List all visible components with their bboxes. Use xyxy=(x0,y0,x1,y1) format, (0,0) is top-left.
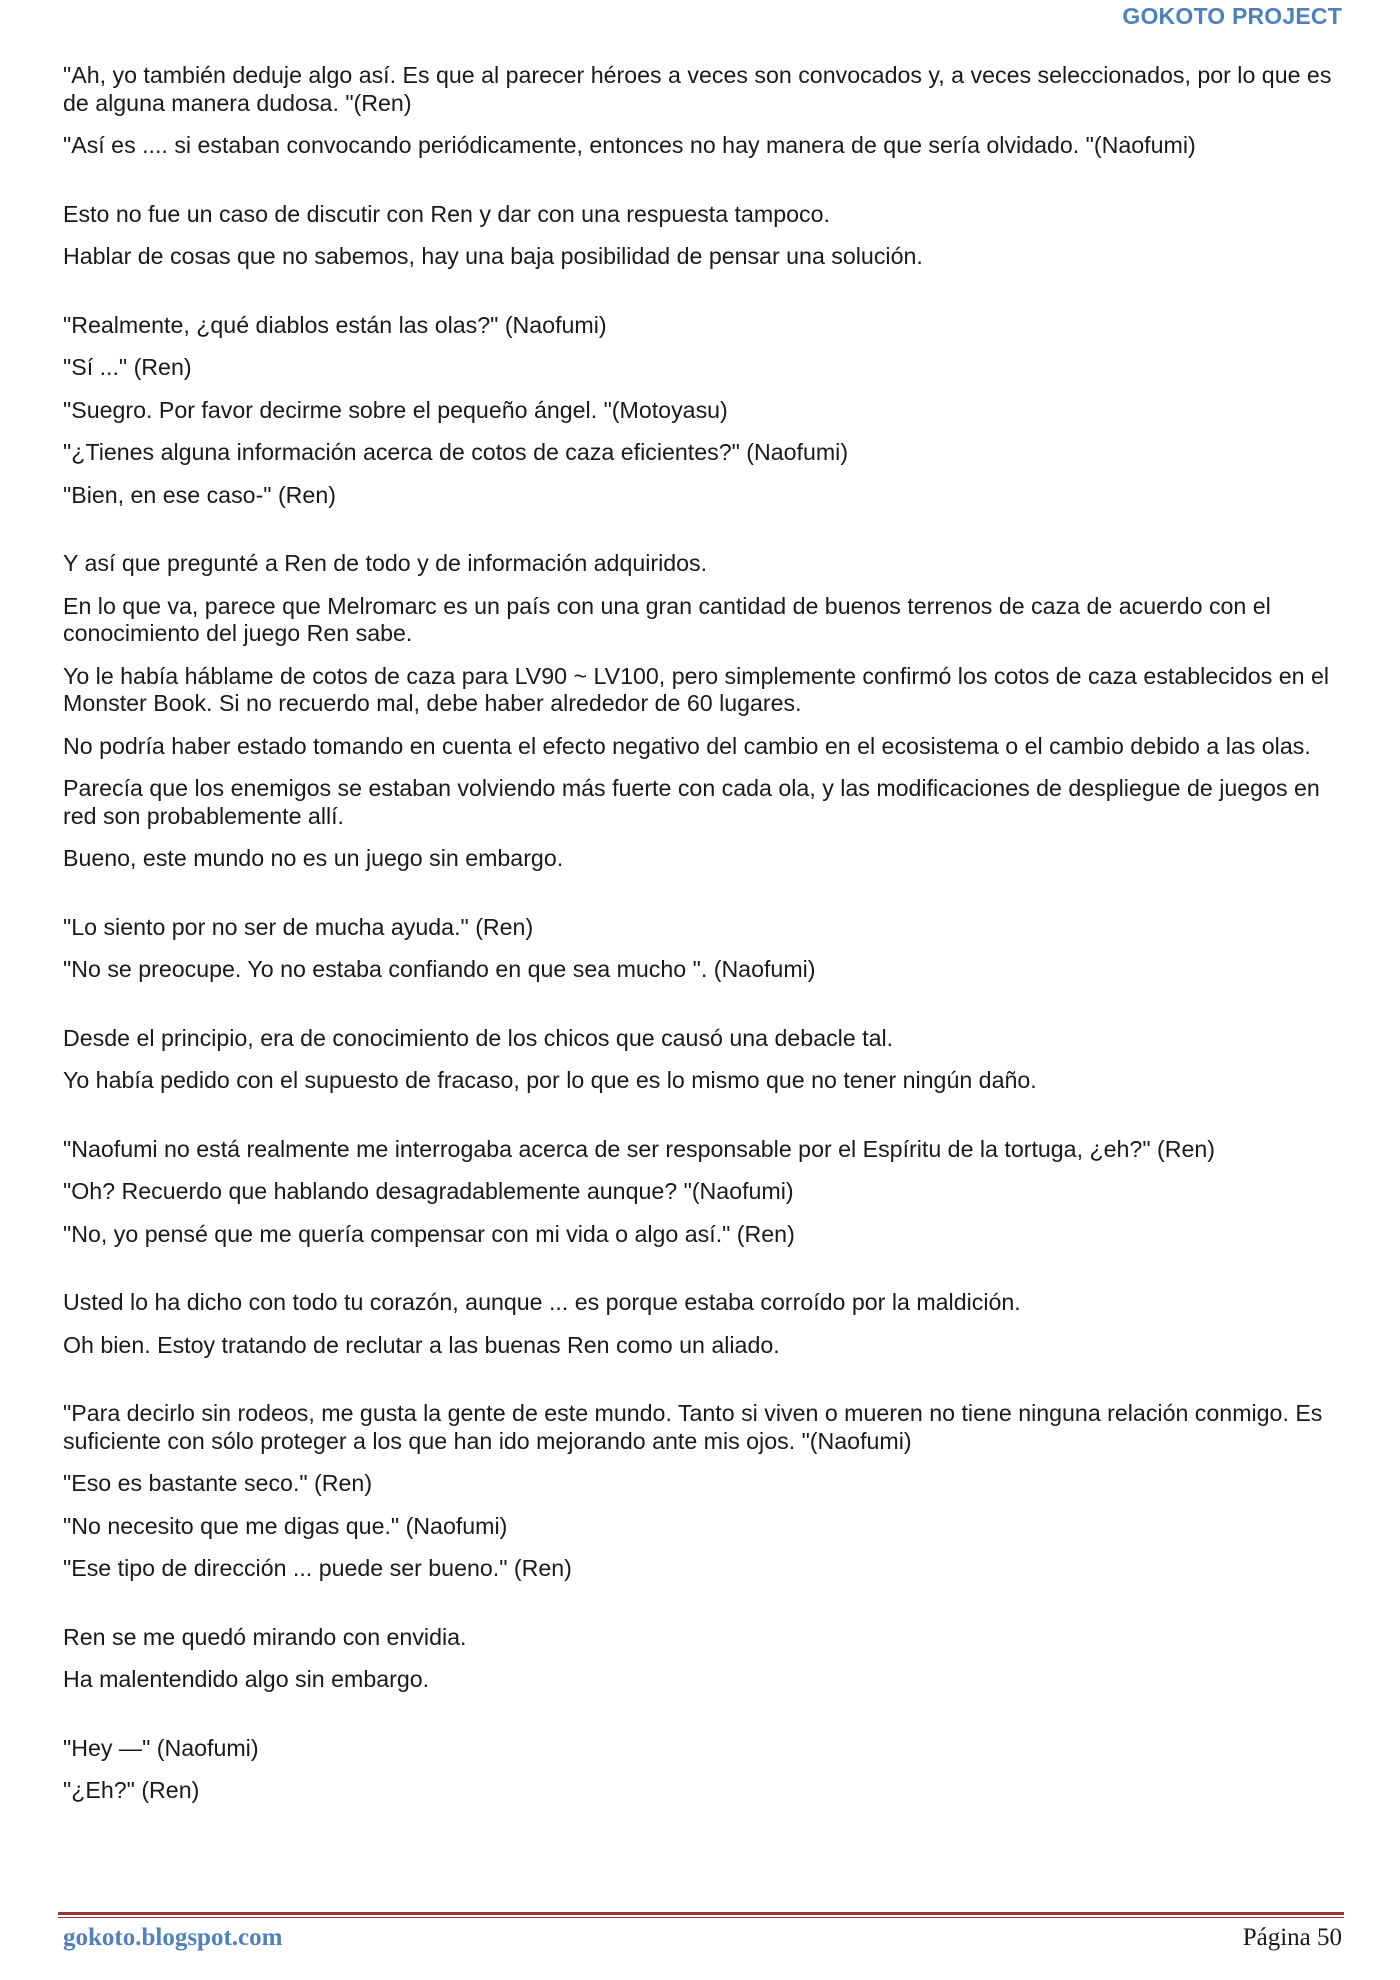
body-paragraph: "Ese tipo de dirección ... puede ser bueno." (Ren) xyxy=(63,1555,572,1581)
body-paragraph: "Realmente, ¿qué diablos están las olas?" (Naofumi) xyxy=(63,311,607,338)
body-paragraph: "Lo siento por no ser de mucha ayuda." (Ren) xyxy=(63,913,534,940)
body-paragraph: "Bien, en ese caso-" (Ren) xyxy=(63,481,336,508)
body-paragraph: "¿Tienes alguna información acerca de cotos de caza eficientes?" (Naofumi) xyxy=(63,439,849,465)
body-paragraph: "No necesito que me digas que." (Naofumi) xyxy=(63,1512,508,1539)
page-header-project: GOKOTO PROJECT xyxy=(1122,3,1342,29)
body-paragraph: Y así que pregunté a Ren de todo y de información adquiridos. xyxy=(63,550,708,576)
body-paragraph: Esto no fue un caso de discutir con Ren y dar con una respuesta tampoco. xyxy=(63,200,830,227)
body-paragraph: Oh bien. Estoy tratando de reclutar a las buenas Ren como un aliado. xyxy=(63,1331,780,1358)
body-paragraph: Yo le había háblame de cotos de caza para LV90 ~ LV100, pero simplemente confirmó los cotos de caza establecidos en el Monster Book. Si no recuerdo mal, debe haber alrededor de 60 lugares. xyxy=(63,662,1330,716)
body-paragraph: Ha malentendido algo sin embargo. xyxy=(63,1666,430,1692)
footer-site-link[interactable]: gokoto.blogspot.com xyxy=(63,1924,283,1951)
body-paragraph: Parecía que los enemigos se estaban volviendo más fuerte con cada ola, y las modificaciones de despliegue de juegos en red son probablemente allí. xyxy=(63,775,1320,829)
footer-rule-thin xyxy=(58,1917,1344,1918)
body-paragraph: Yo había pedido con el supuesto de fracaso, por lo que es lo mismo que no tener ningún daño. xyxy=(63,1067,1037,1093)
body-paragraph: En lo que va, parece que Melromarc es un país con una gran cantidad de buenos terrenos de caza de acuerdo con el conocimiento del juego Ren sabe. xyxy=(63,592,1271,646)
body-paragraph: "Eso es bastante seco." (Ren) xyxy=(63,1470,373,1496)
body-paragraph: "No, yo pensé que me quería compensar con mi vida o algo así." (Ren) xyxy=(63,1220,795,1247)
body-paragraph: "¿Eh?" (Ren) xyxy=(63,1777,200,1803)
body-paragraph: "Sí ..." (Ren) xyxy=(63,354,192,380)
body-paragraph: Hablar de cosas que no sabemos, hay una baja posibilidad de pensar una solución. xyxy=(63,243,923,269)
body-paragraph: "Así es .... si estaban convocando periódicamente, entonces no hay manera de que sería olvidado. "(Naofumi) xyxy=(63,132,1196,158)
body-paragraph: No podría haber estado tomando en cuenta el efecto negativo del cambio en el ecosistema o el cambio debido a las olas. xyxy=(63,732,1311,759)
body-paragraph: "No se preocupe. Yo no estaba confiando en que sea mucho ". (Naofumi) xyxy=(63,956,816,982)
body-paragraph: "Suegro. Por favor decirme sobre el pequeño ángel. "(Motoyasu) xyxy=(63,396,728,423)
body-paragraph: "Oh? Recuerdo que hablando desagradablemente aunque? "(Naofumi) xyxy=(63,1178,794,1204)
body-paragraph: Usted lo ha dicho con todo tu corazón, aunque ... es porque estaba corroído por la maldición. xyxy=(63,1289,1021,1315)
body-paragraph: Bueno, este mundo no es un juego sin embargo. xyxy=(63,845,564,871)
footer-page-number: Página 50 xyxy=(1242,1924,1342,1951)
body-paragraph: "Ah, yo también deduje algo así. Es que al parecer héroes a veces son convocados y, a veces seleccionados, por lo que es de alguna manera dudosa. "(Ren) xyxy=(63,62,1332,116)
body-paragraph: Ren se me quedó mirando con envidia. xyxy=(63,1623,467,1650)
body-paragraph: "Para decirlo sin rodeos, me gusta la gente de este mundo. Tanto si viven o mueren no tiene ninguna relación conmigo. Es suficiente con sólo proteger a los que han ido mejorando ante mis ojos. "(Naofumi) xyxy=(63,1400,1323,1454)
footer-rule xyxy=(58,1912,1344,1915)
page-body xyxy=(63,62,1353,1820)
body-paragraph: "Hey —" (Naofumi) xyxy=(63,1734,259,1761)
body-paragraph: Desde el principio, era de conocimiento de los chicos que causó una debacle tal. xyxy=(63,1024,894,1051)
body-paragraph: "Naofumi no está realmente me interrogaba acerca de ser responsable por el Espíritu de la tortuga, ¿eh?" (Ren) xyxy=(63,1135,1215,1162)
